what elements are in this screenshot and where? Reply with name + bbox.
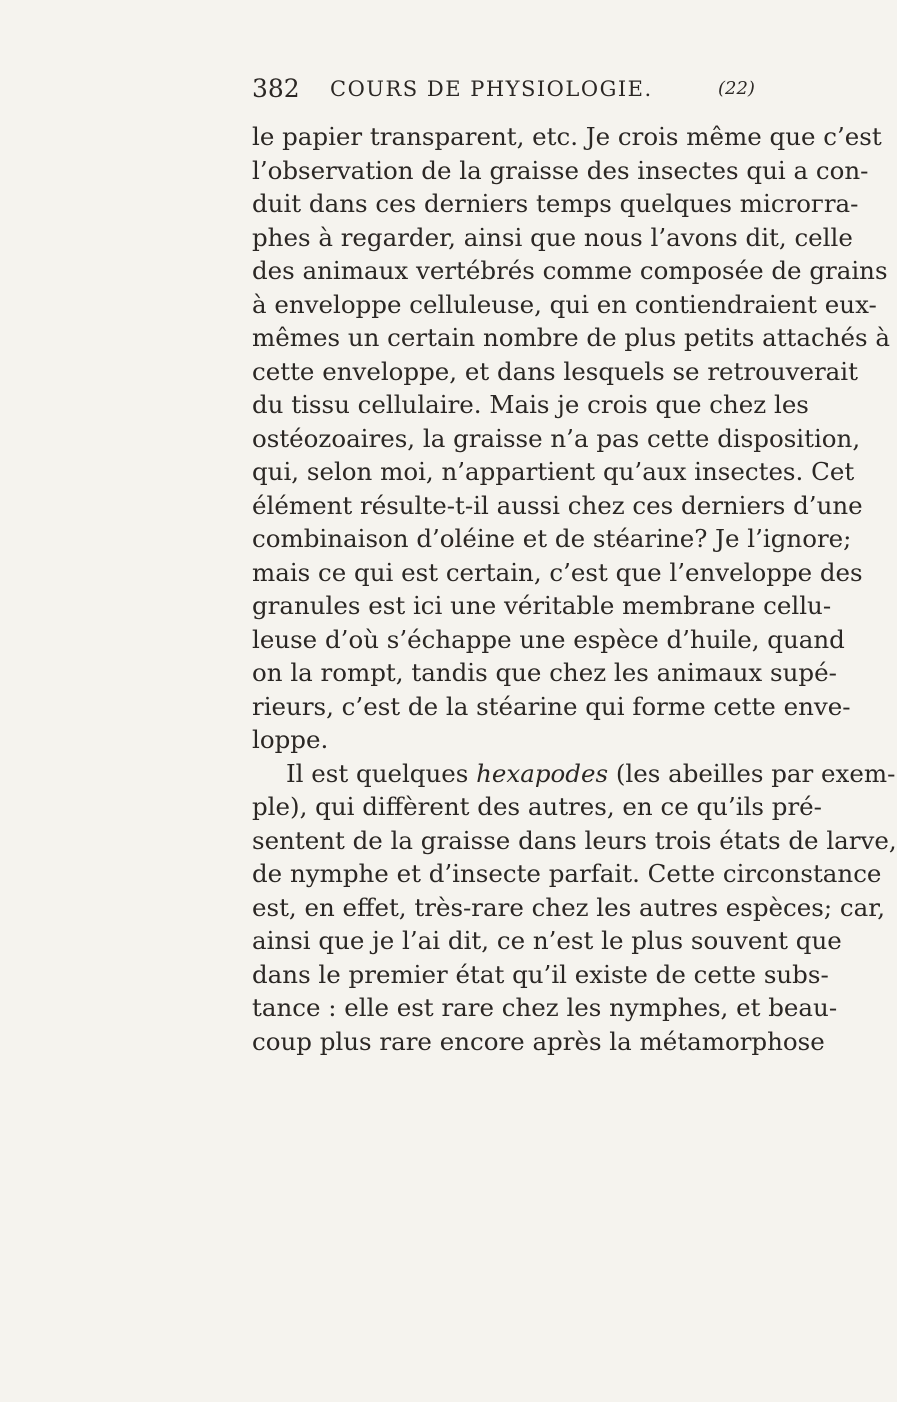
text-line: coup plus rare encore après la métamorphose (252, 1026, 825, 1056)
text-line: mais ce qui est certain, c’est que l’enveloppe des (252, 557, 863, 587)
text-line: cette enveloppe, et dans lesquels se retrouverait (252, 356, 858, 386)
text-line: ainsi que je l’ai dit, ce n’est le plus souvent que (252, 926, 842, 955)
text-line: tance : elle est rare chez les nymphes, et beau- (252, 993, 838, 1022)
italic-term: hexapodes (476, 758, 609, 788)
text-line: l’observation de la graisse des insectes qui a con- (252, 155, 869, 185)
text-line: loppe. (252, 725, 329, 754)
text-line: rieurs, c’est de la stéarine qui forme cette enve- (252, 691, 851, 721)
text-line: on la rompt, tandis que chez les animaux supé- (252, 658, 837, 687)
text-line: sentent de la graisse dans leurs trois états de larve, (252, 825, 897, 855)
body-text (252, 120, 897, 1058)
text-line: le papier transparent, etc. Je crois même que c’est (252, 122, 882, 151)
text-line: élément résulte-t-il aussi chez ces derniers d’une (252, 490, 863, 520)
text-line: ple), qui diffèrent des autres, en ce qu’ils pré- (252, 792, 822, 821)
text-line: de nymphe et d’insecte parfait. Cette circonstance (252, 859, 882, 888)
text-line: ostéozoaires, la graisse n’a pas cette disposition, (252, 423, 861, 453)
section-number: (22) (718, 78, 755, 99)
paragraph-first-line (252, 757, 896, 791)
text-line: du tissu cellulaire. Mais je crois que chez les (252, 390, 809, 419)
text-line: à enveloppe celluleuse, qui en contiendraient eux- (252, 289, 877, 319)
text-line: des animaux vertébrés comme composée de grains (252, 256, 888, 285)
page-header (252, 74, 772, 110)
text-segment: (les abeilles par exem- (608, 758, 896, 788)
text-line: phes à regarder, ainsi que nous l’avons dit, celle (252, 222, 853, 252)
text-line: leuse d’où s’échappe une espèce d’huile, quand (252, 624, 845, 654)
page-number: 382 (252, 74, 300, 103)
text-line: qui, selon moi, n’appartient qu’aux insectes. Cet (252, 457, 855, 486)
text-line: est, en effet, très-rare chez les autres espèces; car, (252, 892, 886, 922)
text-line: dans le premier état qu’il existe de cette subs- (252, 959, 829, 989)
text-line: granules est ici une véritable membrane cellu- (252, 591, 832, 620)
text-line: duit dans ces derniers temps quelques micrогra- (252, 189, 859, 218)
running-title: COURS DE PHYSIOLOGIE. (330, 77, 653, 101)
text-line: mêmes un certain nombre de plus petits attachés à (252, 323, 890, 352)
text-segment: Il est quelques (286, 758, 477, 788)
text-line: combinaison d’oléine et de stéarine? Je l’ignore; (252, 524, 852, 553)
